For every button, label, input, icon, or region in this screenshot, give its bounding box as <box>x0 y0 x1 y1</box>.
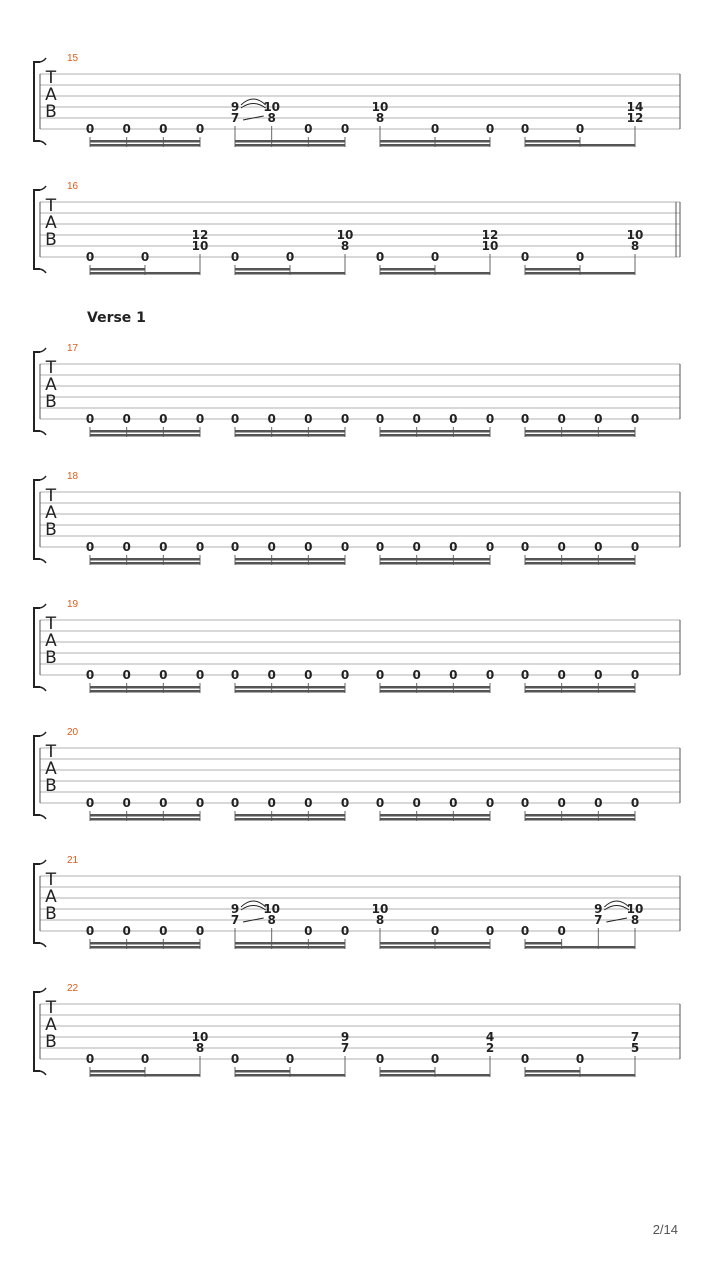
fret-number: 0 <box>267 412 276 426</box>
system-bracket <box>34 992 40 1071</box>
bracket-hook-top <box>40 860 46 864</box>
fret-number: 0 <box>304 412 313 426</box>
section-label-verse-1: Verse 1 <box>87 310 146 326</box>
fret-number: 0 <box>594 540 603 554</box>
fret-number: 0 <box>594 668 603 682</box>
fret-number: 9 <box>230 902 240 916</box>
secondary-beam <box>235 686 345 689</box>
fret-number: 0 <box>230 796 240 810</box>
fret-number: 0 <box>520 412 530 426</box>
fret-number: 0 <box>557 668 566 682</box>
system-bracket <box>34 62 40 141</box>
fret-number: 0 <box>85 1052 95 1066</box>
beam <box>235 144 345 147</box>
fret-number: 0 <box>485 668 495 682</box>
fret-number: 0 <box>485 796 495 810</box>
tab-clef-letter: T <box>45 998 57 1018</box>
beam <box>525 1074 635 1077</box>
fret-number: 0 <box>140 1052 150 1066</box>
fret-number: 0 <box>340 668 350 682</box>
tab-system-15 <box>34 53 680 147</box>
secondary-beam <box>380 1070 435 1073</box>
fret-number: 0 <box>485 122 495 136</box>
fret-number: 0 <box>630 668 640 682</box>
fret-number: 0 <box>85 412 95 426</box>
fret-number: 0 <box>159 668 168 682</box>
measure-number: 18 <box>67 471 79 482</box>
secondary-beam <box>525 1070 580 1073</box>
secondary-beam <box>235 1070 290 1073</box>
fret-number: 0 <box>285 1052 295 1066</box>
fret-number: 0 <box>449 668 458 682</box>
fret-number: 0 <box>520 540 530 554</box>
tie-arc <box>604 901 629 907</box>
tab-clef-letter: B <box>45 904 57 924</box>
bracket-hook-top <box>40 988 46 992</box>
measure-number: 22 <box>67 983 79 994</box>
secondary-beam <box>90 814 200 817</box>
fret-number: 0 <box>85 250 95 264</box>
fret-number: 0 <box>195 668 205 682</box>
beam <box>235 946 345 949</box>
fret-number: 8 <box>630 239 640 253</box>
tab-clef-letter: A <box>45 1015 57 1035</box>
beam <box>235 562 345 565</box>
fret-number: 0 <box>267 540 276 554</box>
fret-number: 0 <box>375 250 385 264</box>
tab-clef-letter: T <box>45 68 57 88</box>
fret-number: 0 <box>195 924 205 938</box>
fret-number: 4 <box>485 1030 495 1044</box>
fret-number: 0 <box>85 122 95 136</box>
beam <box>380 946 490 949</box>
fret-number: 8 <box>267 913 276 927</box>
secondary-beam <box>235 430 345 433</box>
fret-number: 10 <box>481 239 499 253</box>
secondary-beam <box>380 942 490 945</box>
bracket-hook-bottom <box>40 559 46 563</box>
fret-number: 7 <box>230 111 240 125</box>
fret-number: 0 <box>230 668 240 682</box>
fret-number: 0 <box>412 796 421 810</box>
fret-number: 12 <box>626 111 644 125</box>
fret-number: 12 <box>191 228 209 242</box>
fret-number: 10 <box>371 902 389 916</box>
fret-number: 0 <box>485 924 495 938</box>
fret-number: 0 <box>230 1052 240 1066</box>
bracket-hook-top <box>40 476 46 480</box>
fret-number: 9 <box>340 1030 350 1044</box>
measure-number: 20 <box>67 727 79 738</box>
tab-clef-letter: A <box>45 759 57 779</box>
secondary-beam <box>235 558 345 561</box>
beam <box>90 818 200 821</box>
measure-number: 21 <box>67 855 79 866</box>
secondary-beam <box>235 814 345 817</box>
fret-number: 0 <box>520 924 530 938</box>
fret-number: 0 <box>267 796 276 810</box>
beam <box>380 562 490 565</box>
tab-system-19 <box>34 599 680 693</box>
fret-number: 0 <box>304 122 313 136</box>
secondary-beam <box>90 1070 145 1073</box>
tab-clef-letter: B <box>45 648 57 668</box>
system-bracket <box>34 864 40 943</box>
secondary-beam <box>525 558 635 561</box>
fret-number: 0 <box>375 796 385 810</box>
beam <box>525 272 635 275</box>
fret-number: 0 <box>122 668 131 682</box>
tab-clef-letter: B <box>45 776 57 796</box>
tab-clef-letter: B <box>45 392 57 412</box>
fret-number: 0 <box>230 250 240 264</box>
beam <box>90 946 200 949</box>
fret-number: 14 <box>626 100 644 114</box>
bracket-hook-top <box>40 58 46 62</box>
fret-number: 0 <box>122 924 131 938</box>
fret-number: 0 <box>340 924 350 938</box>
tab-clef-letter: B <box>45 520 57 540</box>
fret-number: 7 <box>340 1041 350 1055</box>
tab-system-22 <box>34 983 680 1077</box>
fret-number: 9 <box>230 100 240 114</box>
secondary-beam <box>380 558 490 561</box>
tab-clef-letter: B <box>45 230 57 250</box>
fret-number: 0 <box>430 250 440 264</box>
measure-number: 19 <box>67 599 79 610</box>
beam <box>90 272 200 275</box>
measure-number: 16 <box>67 181 79 192</box>
fret-number: 0 <box>340 540 350 554</box>
beam <box>235 272 345 275</box>
fret-number: 10 <box>336 228 354 242</box>
beam <box>380 1074 490 1077</box>
beam <box>90 144 200 147</box>
secondary-beam <box>90 140 200 143</box>
fret-number: 0 <box>412 668 421 682</box>
fret-number: 0 <box>520 122 530 136</box>
fret-number: 0 <box>375 412 385 426</box>
secondary-beam <box>525 814 635 817</box>
secondary-beam <box>525 942 562 945</box>
fret-number: 0 <box>140 250 150 264</box>
fret-number: 12 <box>481 228 499 242</box>
tie-arc <box>241 901 266 907</box>
fret-number: 0 <box>557 796 566 810</box>
fret-number: 5 <box>630 1041 640 1055</box>
fret-number: 0 <box>195 540 205 554</box>
beam <box>380 272 490 275</box>
fret-number: 0 <box>630 412 640 426</box>
beam <box>380 818 490 821</box>
fret-number: 0 <box>630 796 640 810</box>
bracket-hook-bottom <box>40 431 46 435</box>
fret-number: 0 <box>122 796 131 810</box>
fret-number: 0 <box>630 540 640 554</box>
tab-system-16 <box>34 181 680 275</box>
secondary-beam <box>525 686 635 689</box>
fret-number: 0 <box>485 412 495 426</box>
fret-number: 0 <box>340 412 350 426</box>
fret-number: 0 <box>375 668 385 682</box>
fret-number: 0 <box>285 250 295 264</box>
secondary-beam <box>380 814 490 817</box>
tab-clef-letter: T <box>45 486 57 506</box>
bracket-hook-top <box>40 604 46 608</box>
secondary-beam <box>235 942 345 945</box>
bracket-hook-bottom <box>40 141 46 145</box>
fret-number: 0 <box>430 122 440 136</box>
tab-clef-letter: A <box>45 375 57 395</box>
fret-number: 0 <box>557 924 566 938</box>
tab-clef-letter: T <box>45 870 57 890</box>
fret-number: 7 <box>630 1030 640 1044</box>
bracket-hook-top <box>40 186 46 190</box>
secondary-beam <box>90 686 200 689</box>
fret-number: 0 <box>304 796 313 810</box>
measure-number: 17 <box>67 343 79 354</box>
fret-number: 0 <box>304 540 313 554</box>
fret-number: 0 <box>375 540 385 554</box>
tab-clef-letter: T <box>45 742 57 762</box>
measure-number: 15 <box>67 53 79 64</box>
beam <box>525 562 635 565</box>
system-bracket <box>34 736 40 815</box>
tab-clef-letter: A <box>45 631 57 651</box>
fret-number: 8 <box>375 111 385 125</box>
fret-number: 0 <box>195 122 205 136</box>
beam <box>380 144 490 147</box>
fret-number: 0 <box>557 540 566 554</box>
fret-number: 0 <box>340 122 350 136</box>
fret-number: 0 <box>122 122 131 136</box>
tab-clef-letter: A <box>45 503 57 523</box>
beam <box>235 1074 345 1077</box>
fret-number: 0 <box>230 412 240 426</box>
fret-number: 8 <box>267 111 276 125</box>
fret-number: 0 <box>195 796 205 810</box>
fret-number: 0 <box>557 412 566 426</box>
tab-system-20 <box>34 727 680 821</box>
fret-number: 0 <box>575 122 585 136</box>
fret-number: 0 <box>304 668 313 682</box>
fret-number: 0 <box>449 796 458 810</box>
page-number: 2/14 <box>652 1222 678 1237</box>
system-bracket <box>34 608 40 687</box>
beam <box>90 562 200 565</box>
beam <box>90 434 200 437</box>
secondary-beam <box>90 558 200 561</box>
fret-number: 2 <box>485 1041 495 1055</box>
fret-number: 0 <box>520 668 530 682</box>
fret-number: 0 <box>85 668 95 682</box>
tab-clef-letter: A <box>45 887 57 907</box>
tab-clef-letter: A <box>45 85 57 105</box>
fret-number: 0 <box>520 1052 530 1066</box>
fret-number: 7 <box>230 913 240 927</box>
secondary-beam <box>525 268 580 271</box>
beam <box>90 1074 200 1077</box>
fret-number: 0 <box>159 540 168 554</box>
tab-clef-letter: T <box>45 614 57 634</box>
beam <box>90 690 200 693</box>
secondary-beam <box>90 430 200 433</box>
fret-number: 0 <box>412 540 421 554</box>
system-bracket <box>34 190 40 269</box>
fret-number: 0 <box>520 250 530 264</box>
fret-number: 7 <box>594 913 603 927</box>
secondary-beam <box>380 686 490 689</box>
secondary-beam <box>380 140 490 143</box>
fret-number: 0 <box>594 796 603 810</box>
fret-number: 10 <box>191 239 209 253</box>
fret-number: 10 <box>626 902 644 916</box>
fret-number: 0 <box>430 924 440 938</box>
fret-number: 0 <box>412 412 421 426</box>
fret-number: 10 <box>263 902 281 916</box>
fret-number: 10 <box>371 100 389 114</box>
fret-number: 8 <box>375 913 385 927</box>
fret-number: 0 <box>85 796 95 810</box>
bracket-hook-bottom <box>40 1071 46 1075</box>
beam <box>235 690 345 693</box>
beam <box>235 434 345 437</box>
secondary-beam <box>235 268 290 271</box>
beam <box>525 946 635 949</box>
fret-number: 0 <box>159 924 168 938</box>
system-bracket <box>34 480 40 559</box>
beam <box>525 690 635 693</box>
bracket-hook-bottom <box>40 269 46 273</box>
fret-number: 0 <box>375 1052 385 1066</box>
bracket-hook-top <box>40 732 46 736</box>
fret-number: 0 <box>85 540 95 554</box>
secondary-beam <box>90 942 200 945</box>
fret-number: 9 <box>594 902 603 916</box>
fret-number: 0 <box>575 250 585 264</box>
tab-system-17 <box>34 343 680 437</box>
secondary-beam <box>525 140 580 143</box>
secondary-beam <box>380 268 435 271</box>
secondary-beam <box>380 430 490 433</box>
fret-number: 0 <box>85 924 95 938</box>
secondary-beam <box>90 268 145 271</box>
beam <box>525 434 635 437</box>
beam <box>380 434 490 437</box>
system-bracket <box>34 352 40 431</box>
fret-number: 8 <box>195 1041 205 1055</box>
fret-number: 0 <box>159 412 168 426</box>
fret-number: 0 <box>520 796 530 810</box>
tab-clef-letter: A <box>45 213 57 233</box>
secondary-beam <box>525 430 635 433</box>
fret-number: 0 <box>449 412 458 426</box>
tab-clef-letter: T <box>45 196 57 216</box>
bracket-hook-top <box>40 348 46 352</box>
bracket-hook-bottom <box>40 687 46 691</box>
tab-system-18 <box>34 471 680 565</box>
beam <box>380 690 490 693</box>
bracket-hook-bottom <box>40 815 46 819</box>
tab-clef-letter: B <box>45 102 57 122</box>
fret-number: 10 <box>263 100 281 114</box>
secondary-beam <box>235 140 345 143</box>
fret-number: 0 <box>449 540 458 554</box>
fret-number: 0 <box>304 924 313 938</box>
fret-number: 0 <box>230 540 240 554</box>
beam <box>235 818 345 821</box>
fret-number: 0 <box>122 412 131 426</box>
fret-number: 10 <box>191 1030 209 1044</box>
fret-number: 0 <box>122 540 131 554</box>
tie-arc <box>241 99 266 105</box>
fret-number: 8 <box>630 913 640 927</box>
fret-number: 0 <box>594 412 603 426</box>
tab-clef-letter: T <box>45 358 57 378</box>
tab-clef-letter: B <box>45 1032 57 1052</box>
beam <box>525 144 635 147</box>
fret-number: 0 <box>485 540 495 554</box>
fret-number: 0 <box>340 796 350 810</box>
fret-number: 0 <box>267 668 276 682</box>
bracket-hook-bottom <box>40 943 46 947</box>
fret-number: 0 <box>159 796 168 810</box>
fret-number: 0 <box>195 412 205 426</box>
fret-number: 10 <box>626 228 644 242</box>
fret-number: 0 <box>575 1052 585 1066</box>
beam <box>525 818 635 821</box>
fret-number: 0 <box>430 1052 440 1066</box>
fret-number: 0 <box>159 122 168 136</box>
fret-number: 8 <box>340 239 350 253</box>
tab-system-21 <box>34 855 680 949</box>
